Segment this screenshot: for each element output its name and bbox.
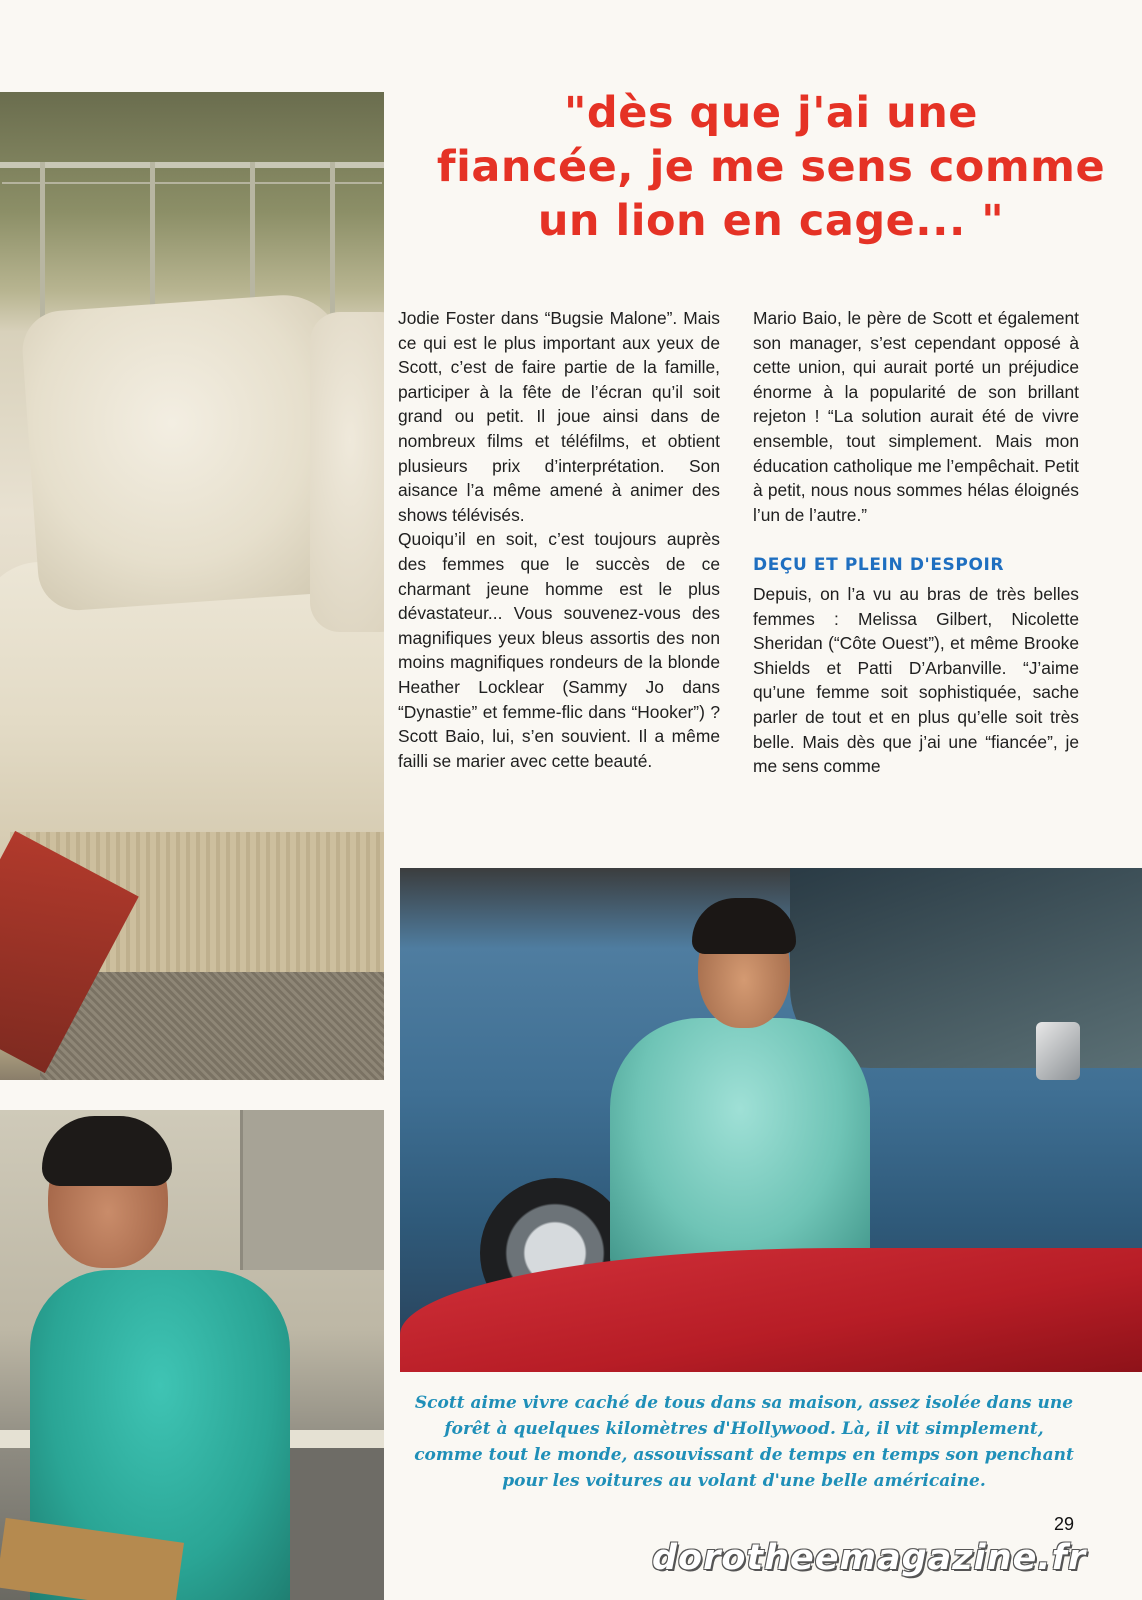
sofa-cushion [310, 312, 384, 632]
kitchen-photo [0, 1110, 384, 1600]
site-watermark: dorotheemagazine.fr [652, 1538, 1087, 1578]
man-shirt [610, 1018, 870, 1278]
man-hair [42, 1116, 172, 1186]
caption-line: comme tout le monde, assouvissant de temps en temps son penchant [414, 1445, 1074, 1465]
car-window [790, 868, 1142, 1068]
man-hair [692, 898, 796, 954]
article-paragraph: Mario Baio, le père de Scott et également son manager, s’est cependant opposé à cette union, qui aurait porté un préjudice énorme à la popularité de son brillant rejeton ! “La solution aurait été de vivre ensemble, tout simplement. Mais mon éducation catholique me l’empêchait. Petit à petit, nous nous sommes hélas éloignés l’un de l’autre.” [753, 308, 1079, 525]
carpet [40, 972, 384, 1080]
section-subheading: DEÇU ET PLEIN D'ESPOIR [753, 555, 1005, 576]
railing-bar [40, 162, 45, 332]
page-number: 29 [1054, 1514, 1075, 1534]
article-paragraph: Quoiqu’il en soit, c’est toujours auprès des femmes que le succès de ce charmant jeune homme est le plus dévastateur... Vous souvenez-vous des magnifiques yeux bleus assortis des non moins magnifiques rondeurs de la blonde Heather Locklear (Sammy Jo dans “Dynastie” et femme-flic dans “Hooker”) ? Scott Baio, lui, s’en souvient. Il a même failli se marier avec cette beauté. [398, 529, 720, 771]
article-paragraph: Jodie Foster dans “Bugsie Malone”. Mais ce qui est le plus important aux yeux de Scott, c’est de faire partie de la famille, participer à la fête de l’écran qu’il soit grand ou petit. Il joue ainsi dans de nombreux films et téléfilms, et obtient plusieurs prix d’interprétation. Son aisance l’a même amené à animer des shows télévisés. [398, 308, 720, 525]
kitchen-cabinet [240, 1110, 384, 1270]
sofa-photo [0, 92, 384, 1080]
article-column-1 [398, 306, 720, 773]
headline-line: fiancée, je me sens comme [436, 142, 1106, 192]
caption-line: forêt à quelques kilomètres d'Hollywood. Là, il vit simplement, [444, 1419, 1044, 1439]
article-paragraph: Depuis, on l’a vu au bras de très belles femmes : Melissa Gilbert, Nicolette Sheridan (“Côte Ouest”), et même Brooke Shields et Patti D’Arbanville. “J’aime qu’une femme soit sophistiquée, sache parler de tout et en plus qu’elle soit très belle. Mais dès que j’ai une “fiancée”, je me sens comme [753, 583, 1079, 777]
railing-bar [330, 162, 335, 332]
caption-line: pour les voitures au volant d'une belle américaine. [502, 1471, 986, 1491]
car-photo [400, 868, 1142, 1372]
photo-caption [404, 1390, 1084, 1494]
headline-quote [436, 86, 1106, 248]
caption-line: Scott aime vivre caché de tous dans sa maison, assez isolée dans une [414, 1393, 1074, 1413]
headline-line: "dès que j'ai une [564, 88, 978, 138]
railing [0, 162, 384, 168]
car-mirror [1036, 1022, 1080, 1080]
article-column-2 [753, 306, 1079, 779]
headline-line: un lion en cage... " [537, 196, 1005, 246]
